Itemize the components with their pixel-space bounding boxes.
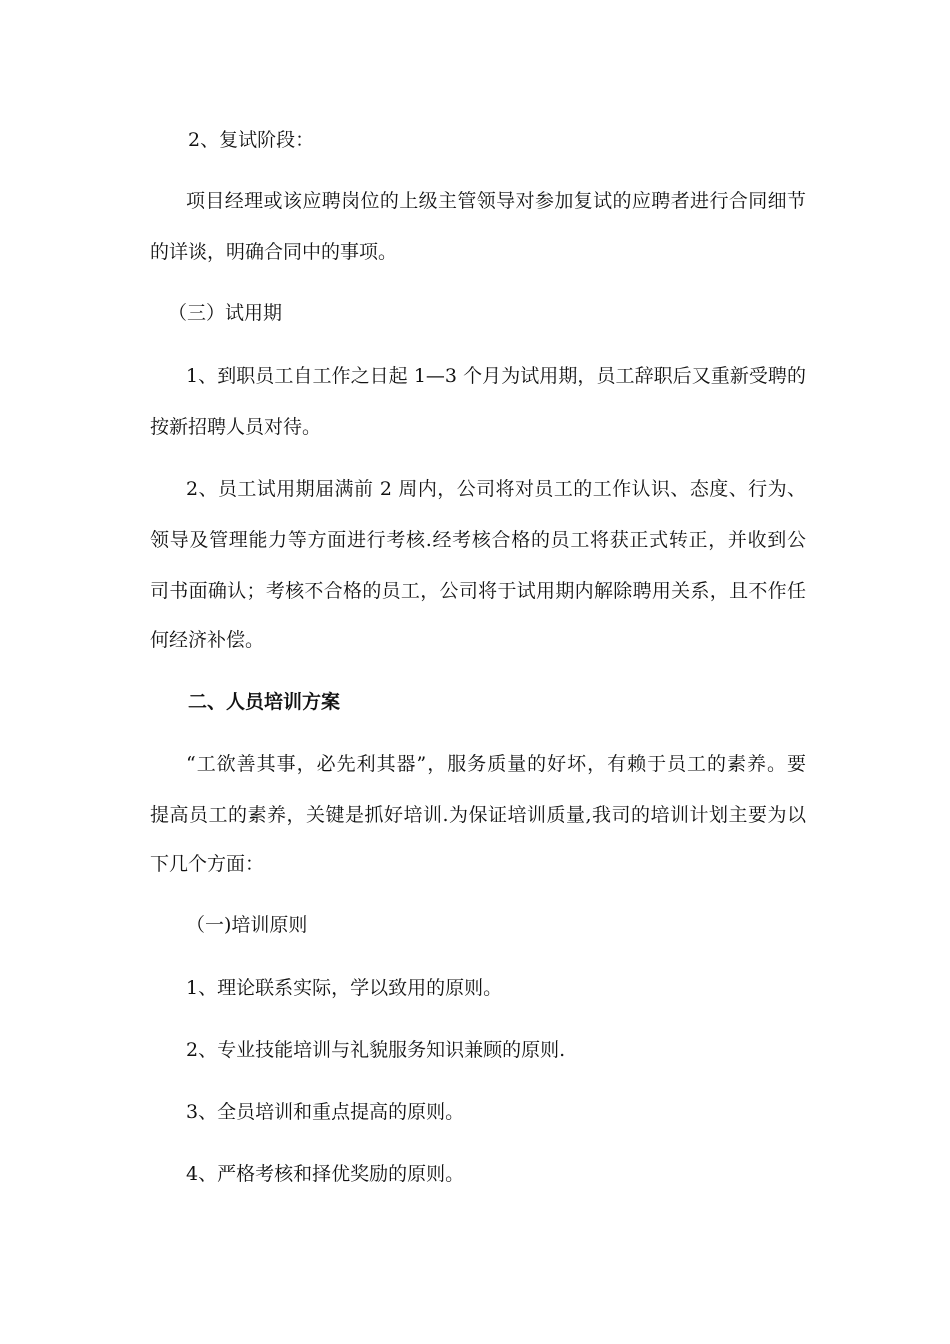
list-item: 2、专业技能培训与礼貌服务知识兼顾的原则. — [186, 1039, 566, 1061]
section-heading-training-plan: 二、人员培训方案 — [188, 691, 341, 713]
subsection-heading-probation: （三）试用期 — [168, 302, 283, 324]
subsection-heading-training-principles: （一)培训原则 — [186, 914, 308, 936]
paragraph-line: 何经济补偿。 — [150, 629, 265, 651]
paragraph-line: 提高员工的素养，关键是抓好培训.为保证培训质量,我司的培训计划主要为以 — [150, 804, 806, 826]
paragraph-line: 按新招聘人员对待。 — [150, 416, 322, 438]
list-item: 3、全员培训和重点提高的原则。 — [186, 1101, 465, 1123]
paragraph-line: 领导及管理能力等方面进行考核.经考核合格的员工将获正式转正，并收到公 — [150, 529, 806, 551]
section-item-retest-stage: 2、复试阶段： — [188, 129, 315, 151]
paragraph-line: 下几个方面： — [150, 853, 265, 875]
paragraph-line: 司书面确认；考核不合格的员工，公司将于试用期内解除聘用关系，且不作任 — [150, 580, 806, 602]
list-item: 4、严格考核和择优奖励的原则。 — [186, 1163, 465, 1185]
paragraph-line: 的详谈，明确合同中的事项。 — [150, 241, 398, 263]
paragraph-line: 2、员工试用期届满前 2 周内，公司将对员工的工作认识、态度、行为、 — [186, 478, 806, 500]
paragraph-line: 1、到职员工自工作之日起 1—3 个月为试用期，员工辞职后又重新受聘的 — [186, 365, 806, 387]
paragraph-line: 项目经理或该应聘岗位的上级主管领导对参加复试的应聘者进行合同细节 — [186, 190, 806, 212]
list-item: 1、理论联系实际，学以致用的原则。 — [186, 977, 503, 999]
paragraph-line: “工欲善其事，必先利其器”，服务质量的好坏，有赖于员工的素养。要 — [186, 753, 806, 775]
